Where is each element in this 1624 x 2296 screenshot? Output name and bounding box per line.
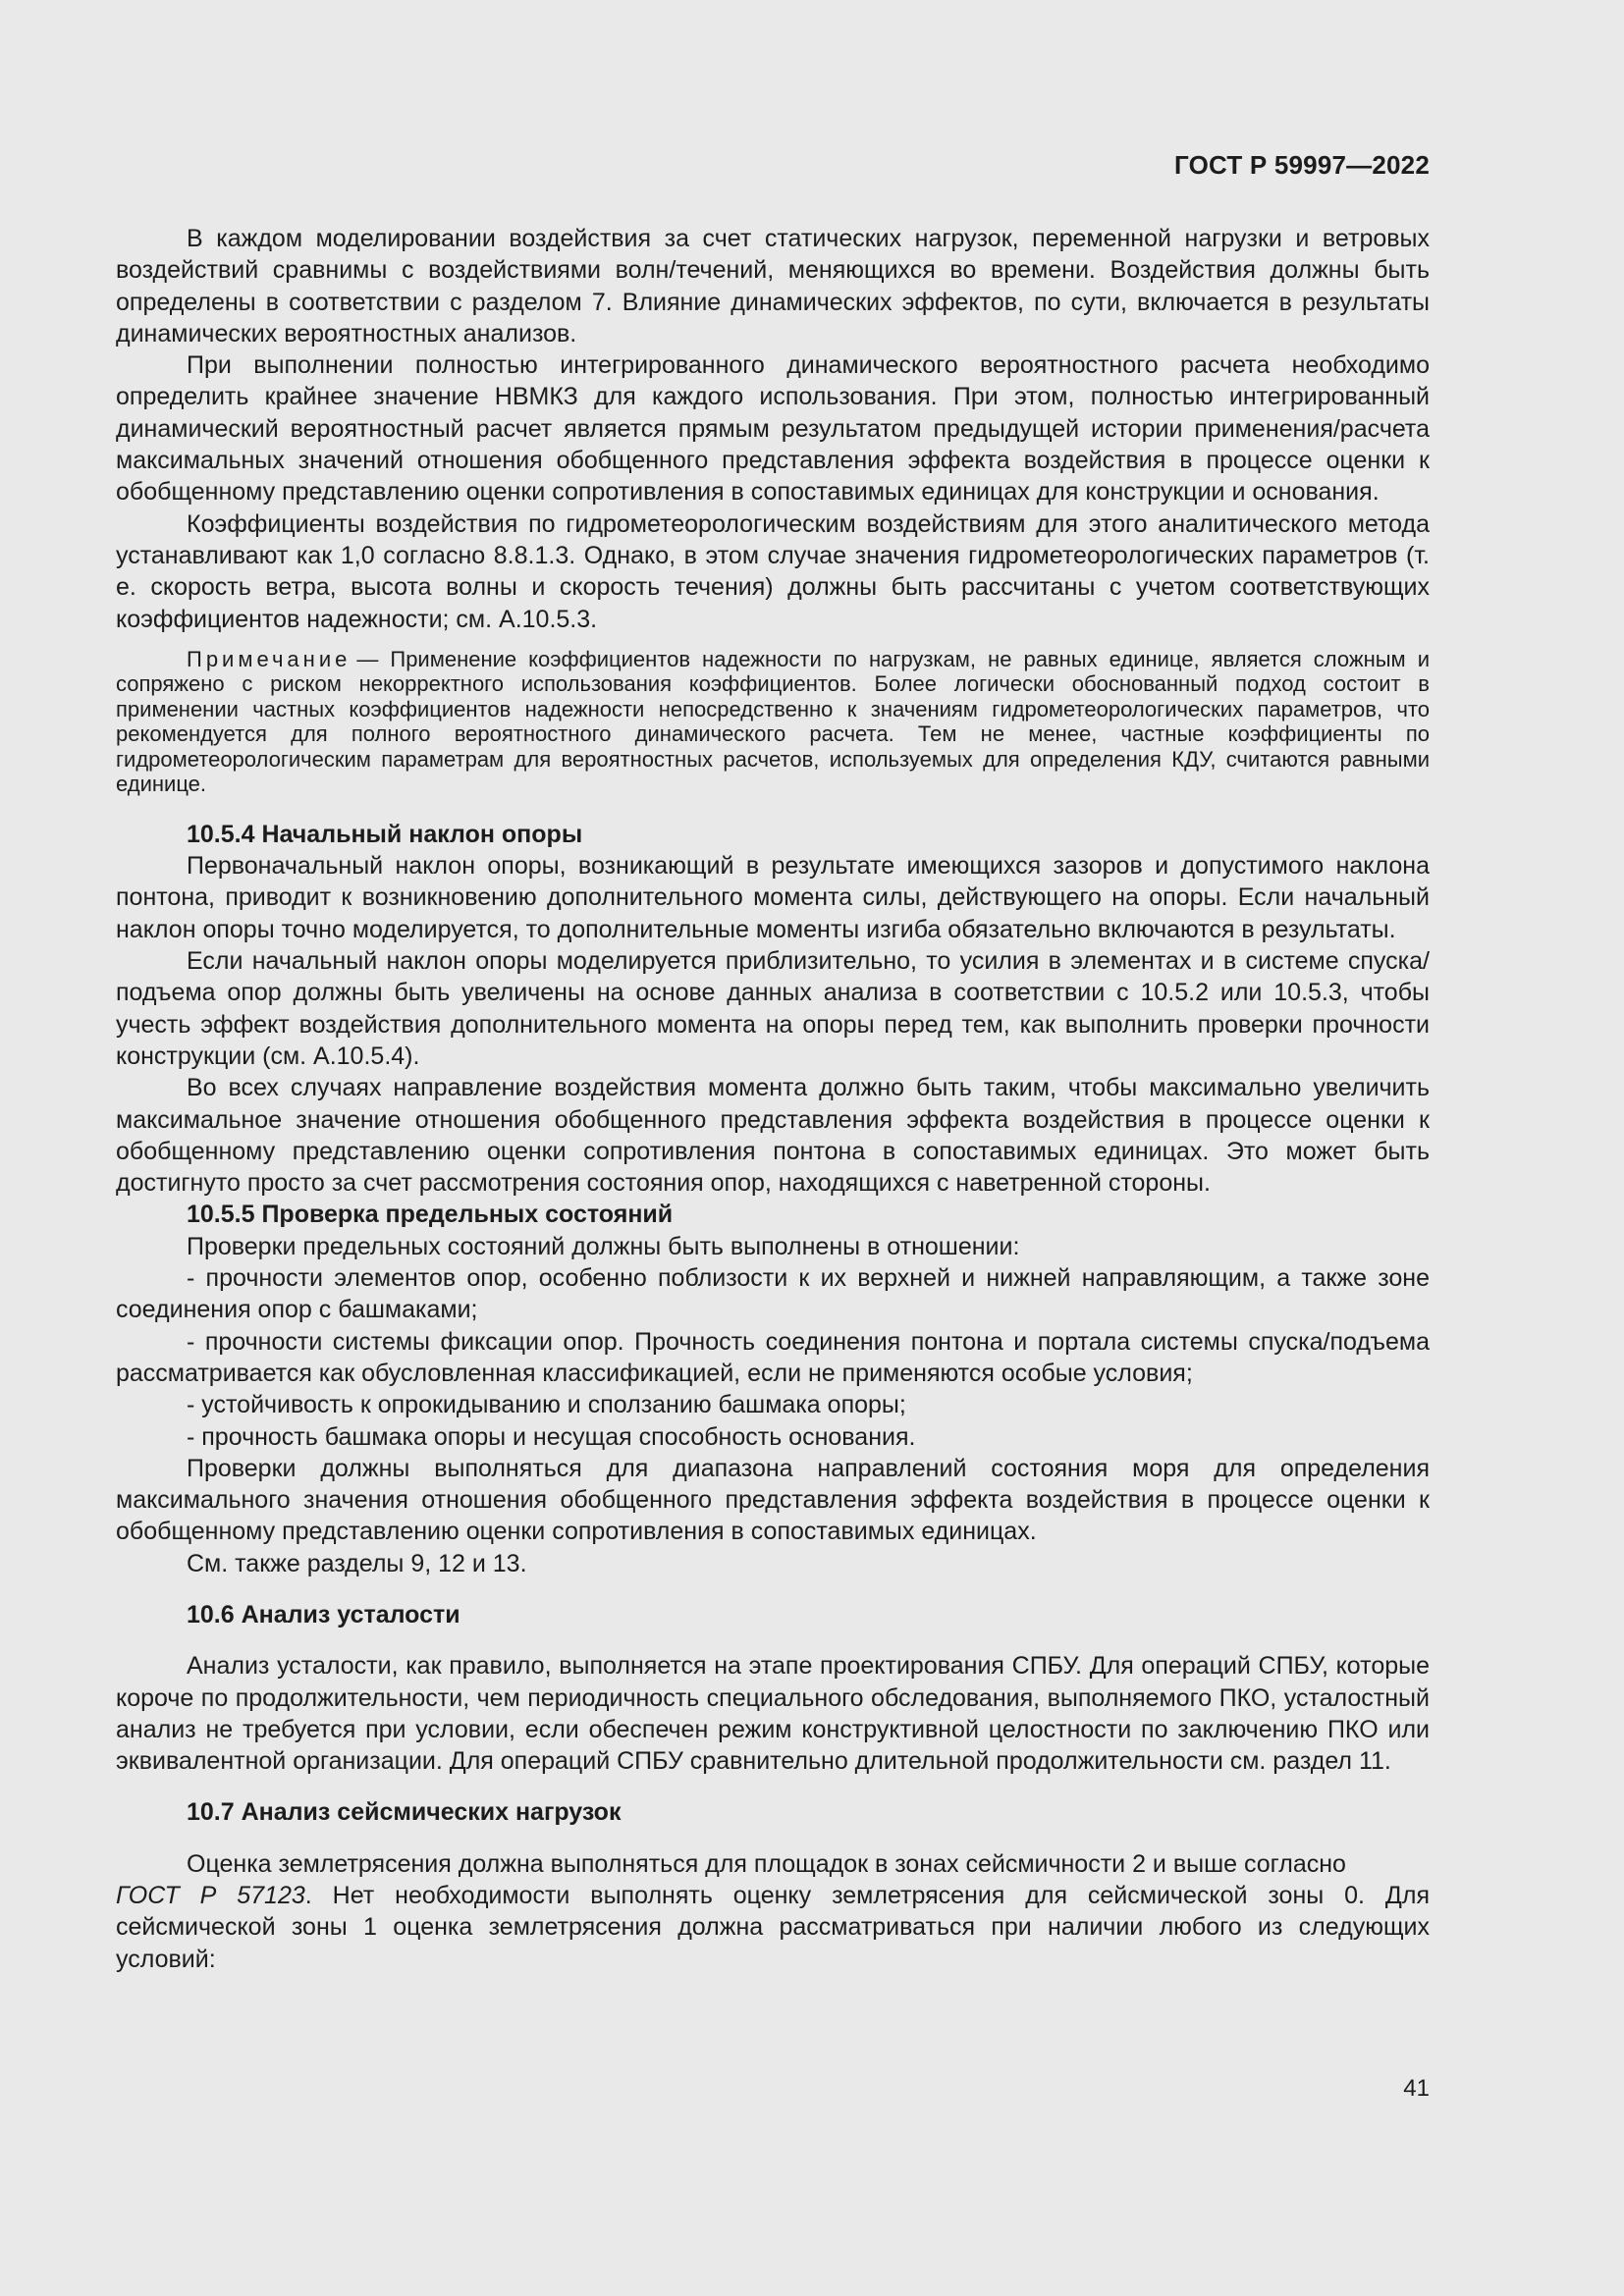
- paragraph-text: . Нет необходимости выполнять оценку землетрясения для сейсмической зоны 0. Для сейсмической зоны 1 оценка землетрясения должна рассматриваться при наличии любого из следующих условий:: [116, 1882, 1430, 1973]
- list-item: - прочность башмака опоры и несущая способность основания.: [187, 1422, 916, 1451]
- paragraph: Во всех случаях направление воздействия момента должно быть таким, чтобы максимально увеличить максимальное значение отношения обобщенного представления эффекта воздействия в процессе оценки к обобщенному представлению оценки сопротивления понтона в сопоставимых единицах. Это может быть достигнуто просто за счет рассмотрения состояния опор, находящихся с наветренной стороны.: [116, 1074, 1430, 1198]
- section-heading-10-5-4: 10.5.4 Начальный наклон опоры: [187, 820, 583, 848]
- standard-designation: ГОСТ Р 59997—2022: [1174, 150, 1430, 180]
- paragraph: Если начальный наклон опоры моделируется приблизительно, то усилия в элементах и в системе спуска/подъема опор должны быть увеличены на основе данных анализа в соответствии с 10.5.2 или 10.5.3, чтобы учесть эффект воздействия дополнительного момента на опоры перед тем, как выполнить проверки прочности конструкции (см. А.10.5.4).: [116, 947, 1430, 1070]
- page-number: 41: [1403, 2075, 1430, 2102]
- note-text: — Применение коэффициентов надежности по нагрузкам, не равных единице, является сложным и сопряжено с риском некорректного использования коэффициентов. Более логически обоснованный подход состоит в применении частных коэффициентов надежности непосредственно к значениям гидрометеорологических параметров, что рекомендуется для полного вероятностного динамического расчета. Тем не менее, частные коэффициенты по гидрометеорологическим параметрам для вероятностных расчетов, используемых для определения КДУ, считаются равными единице.: [116, 646, 1430, 797]
- standard-reference: ГОСТ Р 57123: [116, 1882, 305, 1910]
- section-heading-10-6: 10.6 Анализ усталости: [187, 1600, 460, 1629]
- paragraph: Проверки предельных состояний должны быть выполнены в отношении:: [187, 1232, 1020, 1260]
- paragraph: См. также разделы 9, 12 и 13.: [187, 1549, 527, 1577]
- paragraph-text: Оценка землетрясения должна выполняться для площадок в зонах сейсмичности 2 и выше согласно: [187, 1849, 1346, 1878]
- paragraph: В каждом моделировании воздействия за счет статических нагрузок, переменной нагрузки и ветровых воздействий сравнимы с воздействиями волн/течений, меняющихся во времени. Воздействия должны быть определены в соответствии с разделом 7. Влияние динамических эффектов, по сути, включается в результаты динамических вероятностных анализов.: [116, 225, 1430, 347]
- section-heading-10-5-5: 10.5.5 Проверка предельных состояний: [187, 1201, 674, 1229]
- note-label: Примечание: [187, 646, 352, 671]
- paragraph: При выполнении полностью интегрированного динамического вероятностного расчета необходимо определить крайнее значение НВМКЗ для каждого использования. При этом, полностью интегрированный динамический вероятностный расчет является прямым результатом предыдущей истории применения/расчета максимальных значений отношения обобщенного представления эффекта воздействия в процессе оценки к обобщенному представлению оценки сопротивления в сопоставимых единицах для конструкции и основания.: [116, 351, 1430, 507]
- paragraph: Анализ усталости, как правило, выполняется на этапе проектирования СПБУ. Для операций СПБУ, которые короче по продолжительности, чем периодичность специального обследования, выполняемого ПКО, усталостный анализ не требуется при условии, если обеспечен режим конструктивной целостности по заключению ПКО или эквивалентной организации. Для операций СПБУ сравнительно длительной продолжительности см. раздел 11.: [116, 1652, 1430, 1776]
- section-heading-10-7: 10.7 Анализ сейсмических нагрузок: [187, 1798, 622, 1827]
- note: [116, 647, 1430, 797]
- paragraph: Коэффициенты воздействия по гидрометеорологическим воздействиям для этого аналитического метода устанавливают как 1,0 согласно 8.8.1.3. Однако, в этом случае значения гидрометеорологических параметров (т. е. скорость ветра, высота волны и скорость течения) должны быть рассчитаны с учетом соответствующих коэффициентов надежности; см. А.10.5.3.: [116, 509, 1430, 633]
- paragraph: Первоначальный наклон опоры, возникающий в результате имеющихся зазоров и допустимого наклона понтона, приводит к возникновению дополнительного момента силы, действующего на опоры. Если начальный наклон опоры точно моделируется, то дополнительные моменты изгиба обязательно включаются в результаты.: [116, 852, 1430, 943]
- list-item: - прочности системы фиксации опор. Прочность соединения понтона и портала системы спуска/подъема рассматривается как обусловленная классификацией, если не применяются особые условия;: [116, 1327, 1430, 1387]
- list-item: - прочности элементов опор, особенно поблизости к их верхней и нижней направляющим, а также зоне соединения опор с башмаками;: [116, 1264, 1430, 1324]
- paragraph: Проверки должны выполняться для диапазона направлений состояния моря для определения максимального значения отношения обобщенного представления эффекта воздействия в процессе оценки к обобщенному представлению оценки сопротивления в сопоставимых единицах.: [116, 1454, 1430, 1546]
- list-item: - устойчивость к опрокидыванию и сползанию башмака опоры;: [187, 1391, 906, 1419]
- document-page: [116, 0, 1430, 2296]
- paragraph: [116, 1848, 1430, 1975]
- page-content: [116, 223, 1430, 1975]
